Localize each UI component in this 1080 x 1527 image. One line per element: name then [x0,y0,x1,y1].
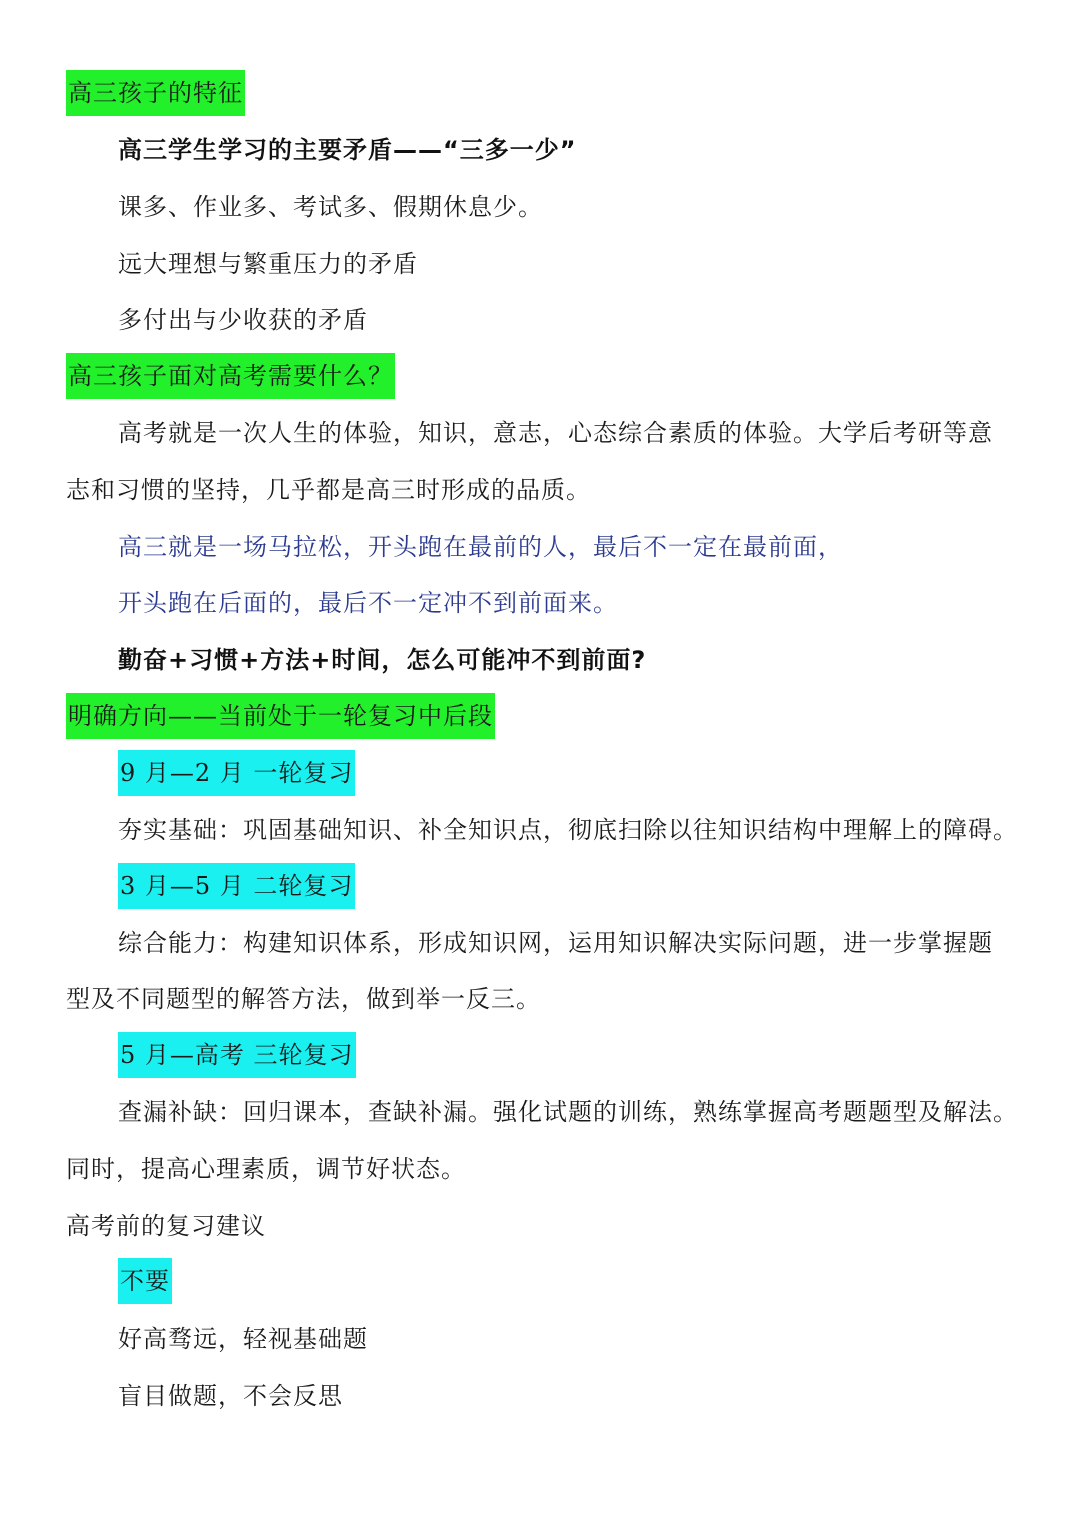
heading-needs [66,353,395,397]
contradiction-item: 远大理想与繁重压力的矛盾 [118,250,418,278]
stage3-text-line2: 同时，提高心理素质，调节好状态。 [66,1155,466,1183]
heading-direction-text: 明确方向——当前处于一轮复习中后段 [66,693,495,739]
stage1-label [118,750,355,794]
paragraph-experience-line2: 志和习惯的坚持，几乎都是高三时形成的品质。 [66,476,591,504]
heading-features-text: 高三孩子的特征 [66,70,245,116]
stage3-text-line1: 查漏补缺：回归课本，查缺补漏。强化试题的训练，熟练掌握高考题题型及解法。 [118,1098,1018,1126]
stage1-text: 夯实基础：巩固基础知识、补全知识点，彻底扫除以往知识结构中理解上的障碍。 [118,816,1018,844]
formula-line: 勤奋+习惯+方法+时间，怎么可能冲不到前面? [118,646,647,674]
stage2-label-text: 3 月—5 月 二轮复习 [118,863,355,909]
dont-label-text: 不要 [118,1258,172,1304]
marathon-line2: 开头跑在后面的，最后不一定冲不到前面来。 [118,589,618,617]
contradiction-item: 课多、作业多、考试多、假期休息少。 [118,193,543,221]
stage3-label [118,1032,356,1076]
stage2-text-line2: 型及不同题型的解答方法，做到举一反三。 [66,985,541,1013]
advice-title: 高考前的复习建议 [66,1212,266,1240]
stage2-text-line1: 综合能力：构建知识体系，形成知识网，运用知识解决实际问题，进一步掌握题 [118,929,993,957]
stage1-label-text: 9 月—2 月 一轮复习 [118,750,355,796]
stage3-label-text: 5 月—高考 三轮复习 [118,1032,356,1078]
paragraph-experience-line1: 高考就是一次人生的体验，知识，意志，心态综合素质的体验。大学后考研等意 [118,419,993,447]
heading-features [66,70,245,114]
dont-item: 盲目做题，不会反思 [118,1382,343,1410]
dont-label [118,1258,172,1302]
stage2-label [118,863,355,907]
contradiction-item: 多付出与少收获的矛盾 [118,306,368,334]
heading-needs-text: 高三孩子面对高考需要什么？ [66,353,395,399]
heading-direction [66,693,495,737]
contradiction-title: 高三学生学习的主要矛盾——“三多一少” [118,136,577,164]
dont-item: 好高骛远，轻视基础题 [118,1325,368,1353]
marathon-line1: 高三就是一场马拉松，开头跑在最前的人，最后不一定在最前面， [118,533,843,561]
